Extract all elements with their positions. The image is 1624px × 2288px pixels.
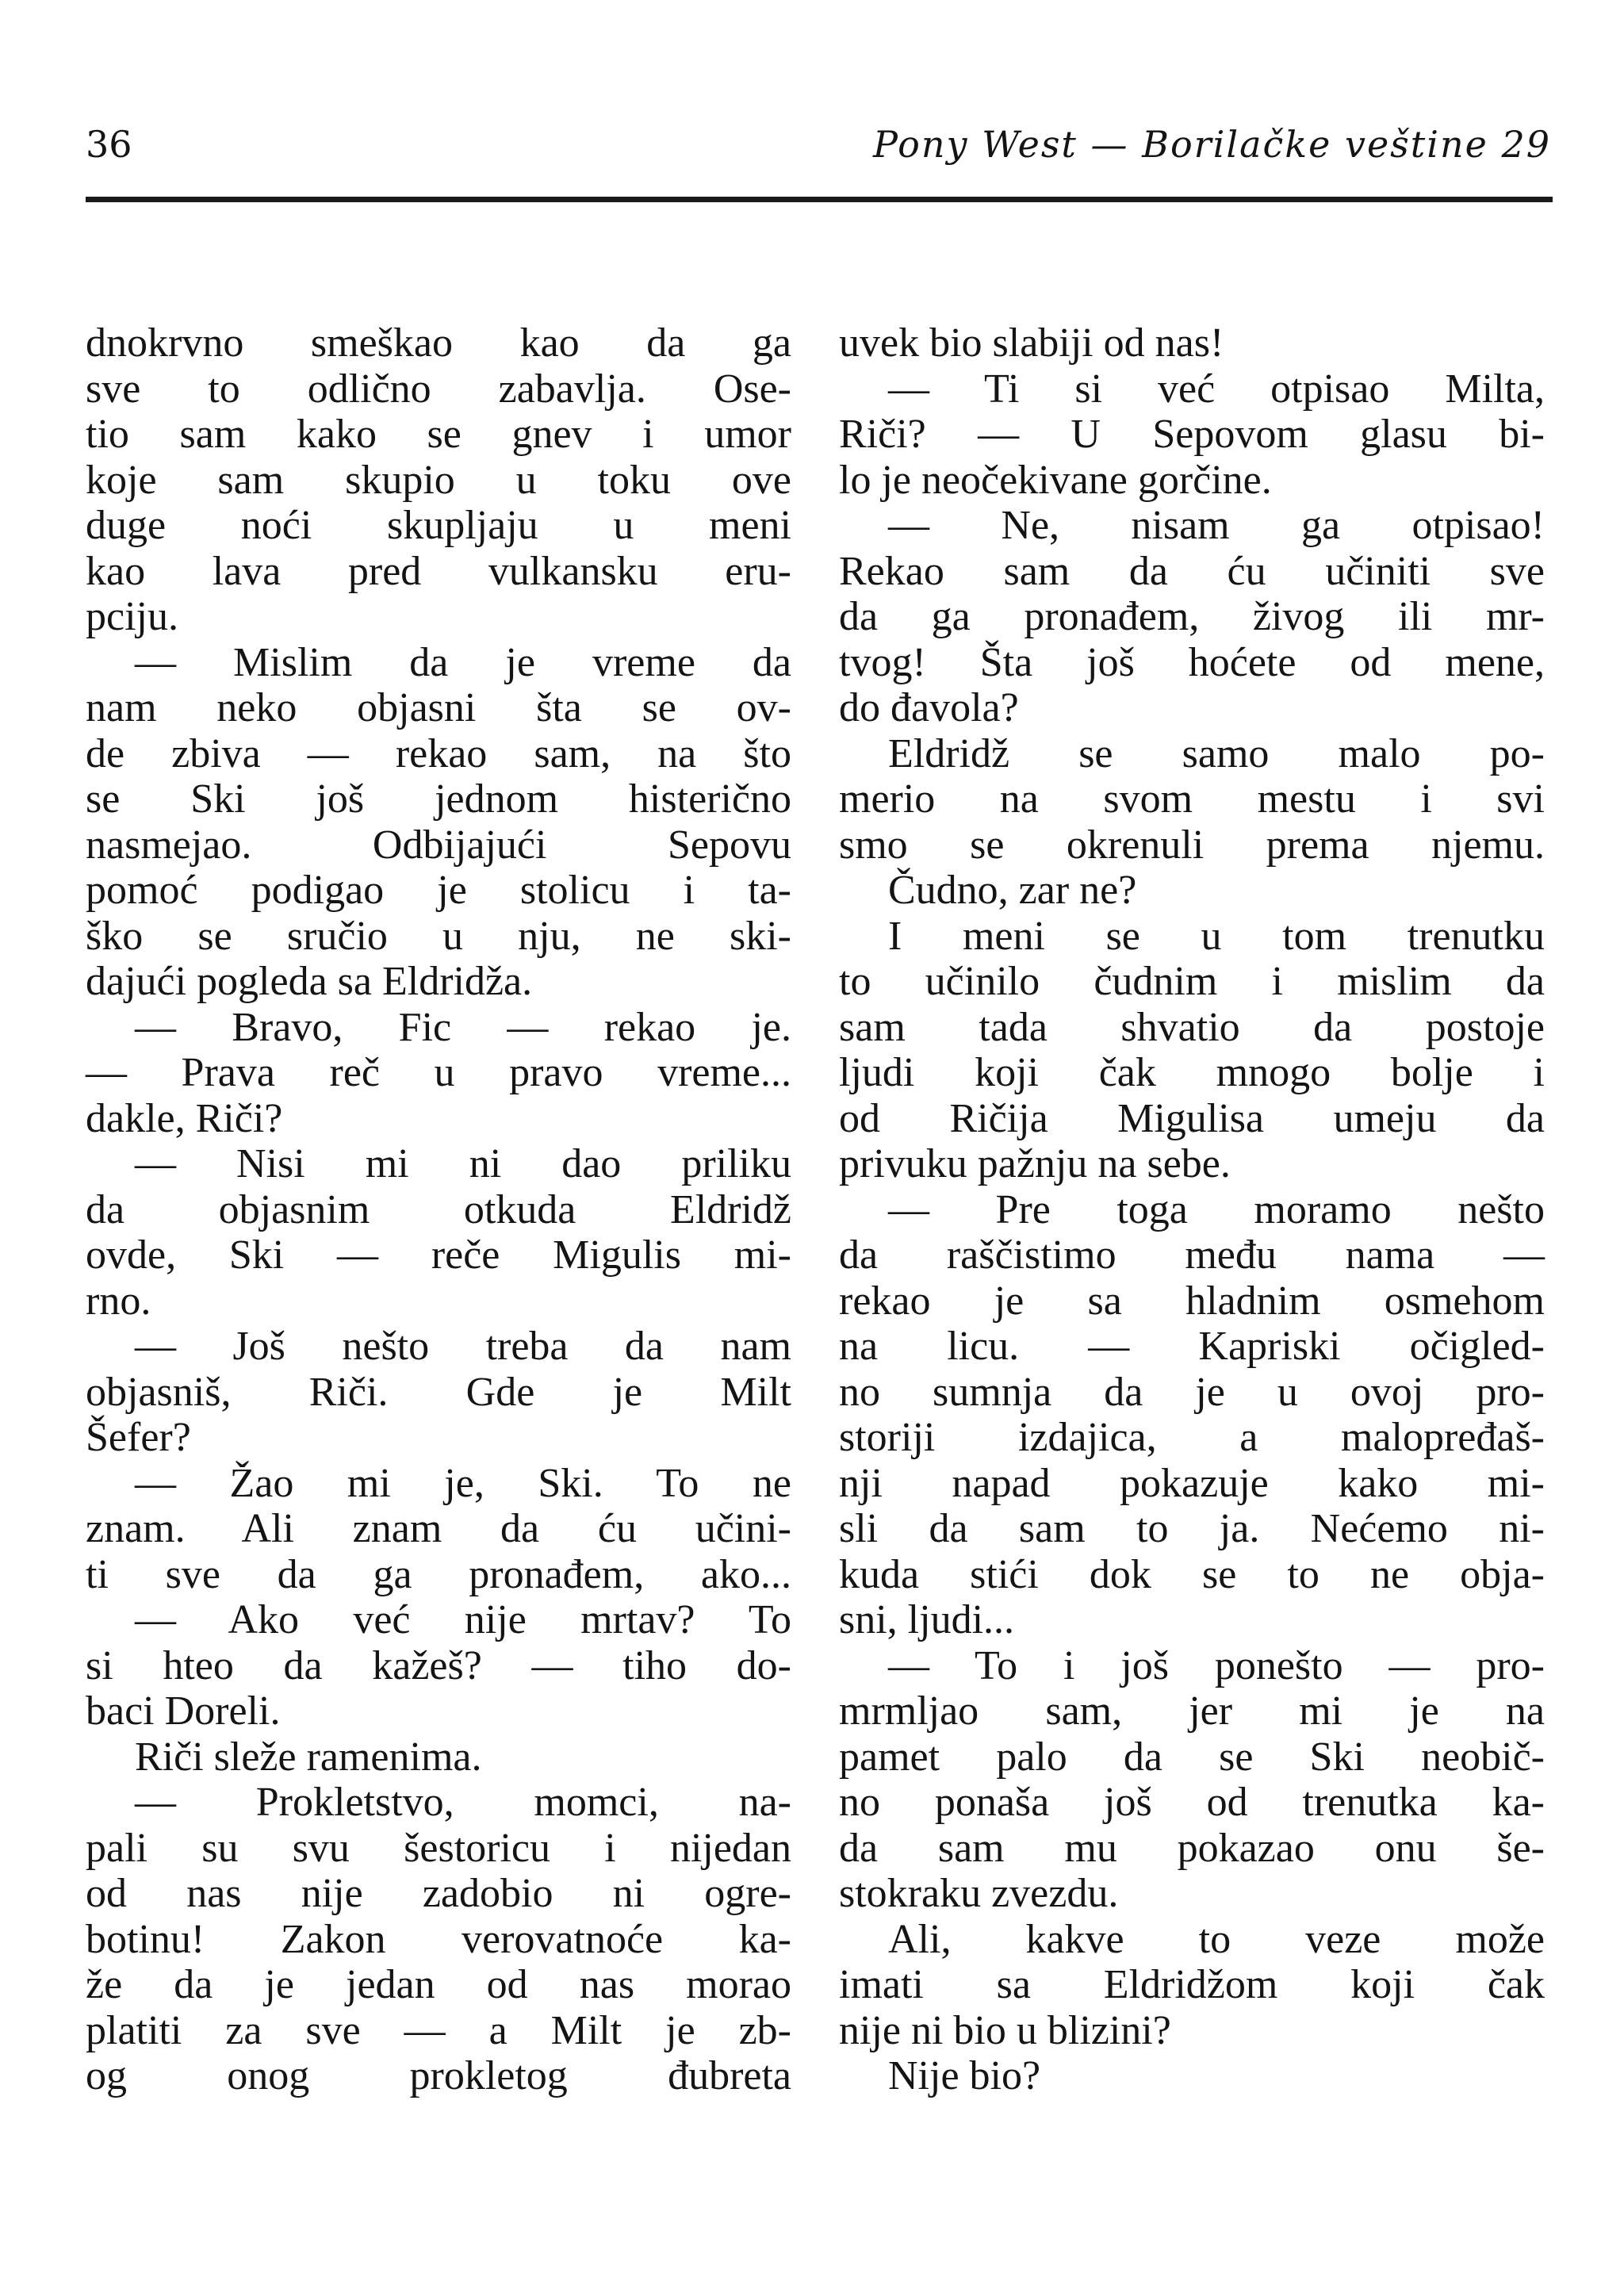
text-line: koje sam skupio u toku ove bbox=[86, 457, 791, 503]
text-line: se Ski još jednom histerično bbox=[86, 776, 791, 822]
text-line: — Pre toga moramo nešto bbox=[888, 1186, 1545, 1232]
text-line: objasniš, Riči. Gde je Milt bbox=[86, 1369, 791, 1415]
text-line: ovde, Ski — reče Migulis mi- bbox=[86, 1232, 791, 1278]
text-line: — Ne, nisam ga otpisao! bbox=[888, 503, 1545, 548]
text-line: pomoć podigao je stolicu i ta- bbox=[86, 868, 791, 913]
text-line: do đavola? bbox=[839, 685, 1019, 730]
text-line: sve to odlično zabavlja. Ose- bbox=[86, 366, 791, 412]
text-line: od nas nije zadobio ni ogre- bbox=[86, 1871, 791, 1916]
text-line: tio sam kako se gnev i umor bbox=[86, 412, 791, 457]
text-line: lo je neočekivane gorčine. bbox=[839, 457, 1272, 503]
text-line: — Još nešto treba da nam bbox=[135, 1324, 791, 1369]
text-line: baci Doreli. bbox=[86, 1688, 281, 1734]
text-line: og onog prokletog đubreta bbox=[86, 2053, 791, 2098]
text-line: — Ti si već otpisao Milta, bbox=[888, 366, 1545, 412]
text-line: kuda stići dok se to ne obja- bbox=[839, 1551, 1545, 1597]
text-line: — Nisi mi ni dao priliku bbox=[135, 1141, 791, 1186]
text-line: botinu! Zakon verovatnoće ka- bbox=[86, 1916, 791, 1962]
text-line: ško se sručio u nju, ne ski- bbox=[86, 913, 791, 959]
text-line: da ga pronađem, živog ili mr- bbox=[839, 594, 1545, 639]
text-line: nam neko objasni šta se ov- bbox=[86, 685, 791, 730]
text-line: — Ako već nije mrtav? To bbox=[135, 1597, 791, 1642]
text-line: Riči? — U Sepovom glasu bi- bbox=[839, 412, 1545, 457]
text-line: nji napad pokazuje kako mi- bbox=[839, 1460, 1545, 1506]
text-line: merio na svom mestu i svi bbox=[839, 776, 1545, 822]
text-line: kao lava pred vulkansku eru- bbox=[86, 548, 791, 594]
text-line: Čudno, zar ne? bbox=[888, 868, 1137, 913]
text-line: smo se okrenuli prema njemu. bbox=[839, 822, 1545, 868]
text-line: od Ričija Migulisa umeju da bbox=[839, 1095, 1545, 1141]
text-line: da objasnim otkuda Eldridž bbox=[86, 1186, 791, 1232]
text-line: pali su svu šestoricu i nijedan bbox=[86, 1825, 791, 1871]
text-line: mrmljao sam, jer mi je na bbox=[839, 1688, 1545, 1734]
text-line: privuku pažnju na sebe. bbox=[839, 1141, 1231, 1186]
text-line: de zbiva — rekao sam, na što bbox=[86, 730, 791, 776]
text-line: storiji izdajica, a malopređaš- bbox=[839, 1415, 1545, 1460]
text-line: Šefer? bbox=[86, 1415, 191, 1460]
text-line: Ali, kakve to veze može bbox=[888, 1916, 1545, 1962]
text-line: da raščistimo među nama — bbox=[839, 1232, 1545, 1278]
running-title: Pony West — Borilačke veštine 29 bbox=[873, 123, 1551, 166]
text-line: Nije bio? bbox=[888, 2053, 1041, 2098]
page-number: 36 bbox=[86, 123, 132, 166]
text-line: že da je jedan od nas morao bbox=[86, 1962, 791, 2007]
text-line: — Mislim da je vreme da bbox=[135, 639, 791, 685]
text-line: na licu. — Kapriski očigled- bbox=[839, 1324, 1545, 1369]
header-rule bbox=[86, 197, 1553, 202]
text-line: I meni se u tom trenutku bbox=[888, 913, 1545, 959]
text-line: to učinilo čudnim i mislim da bbox=[839, 959, 1545, 1004]
text-line: — To i još ponešto — pro- bbox=[888, 1642, 1545, 1688]
left-text-column bbox=[86, 320, 791, 2099]
text-line: rno. bbox=[86, 1278, 151, 1324]
text-line: pciju. bbox=[86, 594, 178, 639]
text-line: dakle, Riči? bbox=[86, 1095, 283, 1141]
text-line: sam tada shvatio da postoje bbox=[839, 1004, 1545, 1050]
text-line: rekao je sa hladnim osmehom bbox=[839, 1278, 1545, 1324]
text-line: nije ni bio u blizini? bbox=[839, 2007, 1171, 2053]
text-line: Eldridž se samo malo po- bbox=[888, 730, 1545, 776]
text-line: ti sve da ga pronađem, ako... bbox=[86, 1551, 791, 1597]
text-line: dnokrvno smeškao kao da ga bbox=[86, 320, 791, 366]
text-line: no ponaša još od trenutka ka- bbox=[839, 1780, 1545, 1825]
text-line: — Žao mi je, Ski. To ne bbox=[135, 1460, 791, 1506]
text-line: da sam mu pokazao onu še- bbox=[839, 1825, 1545, 1871]
text-line: Rekao sam da ću učiniti sve bbox=[839, 548, 1545, 594]
text-line: pamet palo da se Ski neobič- bbox=[839, 1734, 1545, 1780]
text-line: — Prokletstvo, momci, na- bbox=[135, 1780, 791, 1825]
text-line: platiti za sve — a Milt je zb- bbox=[86, 2007, 791, 2053]
text-line: Riči sleže ramenima. bbox=[135, 1734, 482, 1780]
text-line: si hteo da kažeš? — tiho do- bbox=[86, 1642, 791, 1688]
text-line: nasmejao. Odbijajući Sepovu bbox=[86, 822, 791, 868]
right-text-column bbox=[839, 320, 1545, 2099]
text-line: znam. Ali znam da ću učini- bbox=[86, 1506, 791, 1551]
text-line: ljudi koji čak mnogo bolje i bbox=[839, 1050, 1545, 1095]
text-line: duge noći skupljaju u meni bbox=[86, 503, 791, 548]
text-line: sli da sam to ja. Nećemo ni- bbox=[839, 1506, 1545, 1551]
text-line: imati sa Eldridžom koji čak bbox=[839, 1962, 1545, 2007]
text-line: tvog! Šta još hoćete od mene, bbox=[839, 639, 1545, 685]
text-line: — Bravo, Fic — rekao je. bbox=[135, 1004, 791, 1050]
text-line: — Prava reč u pravo vreme... bbox=[86, 1050, 791, 1095]
text-line: no sumnja da je u ovoj pro- bbox=[839, 1369, 1545, 1415]
text-line: sni, ljudi... bbox=[839, 1597, 1015, 1642]
text-line: uvek bio slabiji od nas! bbox=[839, 320, 1224, 366]
text-line: stokraku zvezdu. bbox=[839, 1871, 1119, 1916]
text-line: dajući pogleda sa Eldridža. bbox=[86, 959, 533, 1004]
